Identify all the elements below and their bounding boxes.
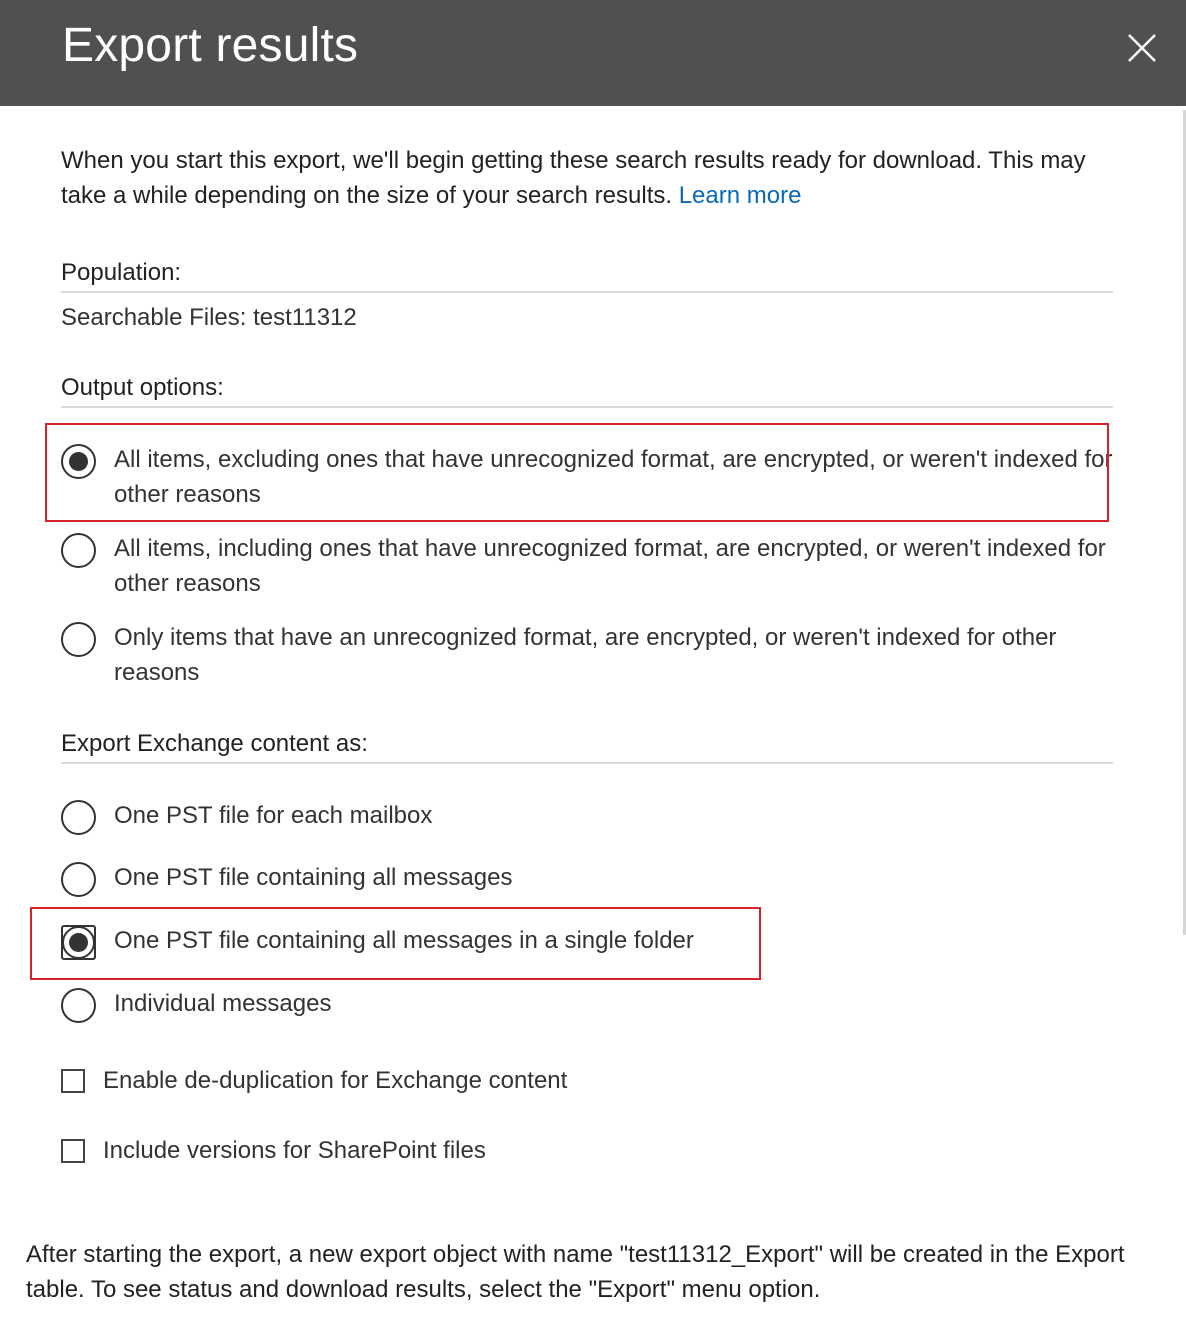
population-heading: Population: — [61, 258, 1113, 293]
intro-paragraph: When you start this export, we'll begin getting these search results ready for download. This may take a while depending on the size of your search results. — [61, 147, 1086, 209]
exchange-option-label: Individual messages — [114, 990, 332, 1017]
dedupe-checkbox-label: Enable de-duplication for Exchange content — [103, 1067, 568, 1094]
output-options-heading: Output options: — [61, 373, 1113, 408]
radio-button[interactable] — [61, 988, 96, 1023]
exchange-option-label: One PST file containing all messages — [114, 864, 513, 891]
sharepoint-versions-checkbox-label: Include versions for SharePoint files — [103, 1137, 486, 1164]
footer-note: After starting the export, a new export object with name "test11312_Export" will be created in the Export table. To see status and download results, select the "Export" menu option. — [26, 1241, 1125, 1303]
exchange-heading: Export Exchange content as: — [61, 729, 1113, 764]
radio-button[interactable] — [61, 622, 96, 657]
learn-more-link[interactable]: Learn more — [678, 182, 802, 209]
radio-button-checked[interactable] — [61, 444, 96, 479]
close-icon — [1118, 24, 1166, 72]
output-option-label: All items, including ones that have unrecognized format, are encrypted, or weren't indexed for other reasons — [114, 535, 1106, 597]
close-button[interactable] — [1118, 24, 1166, 72]
exchange-option-label: One PST file containing all messages in a single folder — [114, 927, 694, 954]
panel-title: Export results — [62, 19, 359, 72]
radio-button[interactable] — [61, 533, 96, 568]
output-option-label: All items, excluding ones that have unrecognized format, are encrypted, or weren't indexed for other reasons — [114, 446, 1113, 508]
panel-header — [0, 0, 1186, 106]
intro-text — [61, 143, 1131, 213]
radio-button-checked-focused[interactable] — [61, 925, 96, 960]
population-value: Searchable Files: test11312 — [61, 304, 357, 331]
exchange-option-label: One PST file for each mailbox — [114, 802, 433, 829]
radio-button[interactable] — [61, 862, 96, 897]
radio-button[interactable] — [61, 800, 96, 835]
sharepoint-versions-checkbox[interactable] — [61, 1139, 85, 1163]
output-option-label: Only items that have an unrecognized format, are encrypted, or weren't indexed for other reasons — [114, 624, 1057, 686]
dedupe-checkbox[interactable] — [61, 1069, 85, 1093]
